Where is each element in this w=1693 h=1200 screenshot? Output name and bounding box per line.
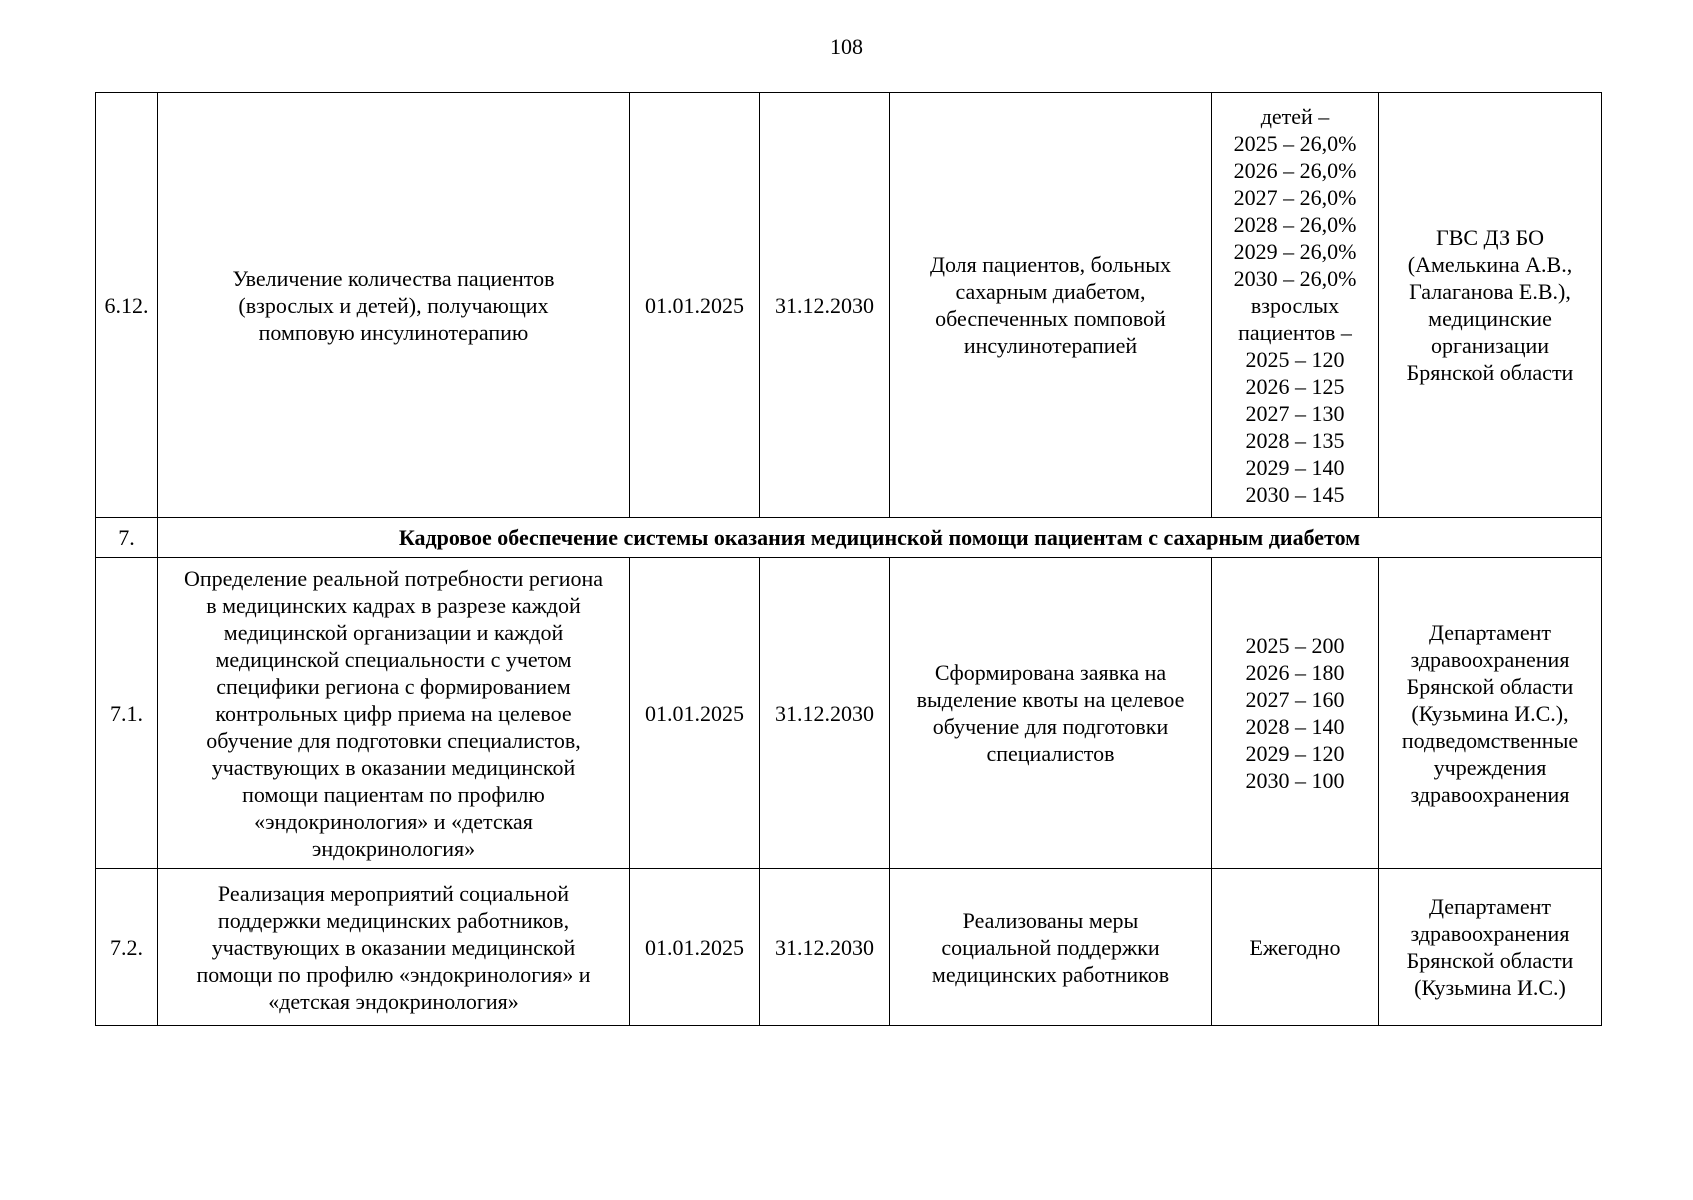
activity-cell: Определение реальной потребности региона в медицинских кадрах в разрезе каждой медицинской организации и каждой медицинской специальности с учетом специфики региона с формированием контрольных цифр приема на целевое обучение для подготовки специалистов, участвующих в оказании медицинской помощи пациентам по профилю «эндокринология» и «детская эндокринология»	[158, 558, 630, 869]
end-date-cell: 31.12.2030	[760, 558, 890, 869]
result-cell: Реализованы меры социальной поддержки медицинских работников	[890, 869, 1212, 1026]
action-plan-table	[95, 92, 1602, 1026]
result-cell: Сформирована заявка на выделение квоты на целевое обучение для подготовки специалистов	[890, 558, 1212, 869]
page-number: 108	[830, 34, 863, 59]
responsible-cell: Департамент здравоохранения Брянской области (Кузьмина И.С.)	[1379, 869, 1602, 1026]
table-row-7-2	[96, 869, 1602, 1026]
row-number: 7.1.	[96, 558, 158, 869]
section-title: Кадровое обеспечение системы оказания медицинской помощи пациентам с сахарным диабетом	[158, 518, 1602, 558]
indicator-cell: детей – 2025 – 26,0% 2026 – 26,0% 2027 – 26,0% 2028 – 26,0% 2029 – 26,0% 2030 – 26,0% взрослых пациентов – 2025 – 120 2026 – 125 2027 – 130 2028 – 135 2029 – 140 2030 – 145	[1212, 93, 1379, 518]
table-row-7-1	[96, 558, 1602, 869]
responsible-cell: ГВС ДЗ БО (Амелькина А.В., Галаганова Е.В.), медицинские организации Брянской области	[1379, 93, 1602, 518]
indicator-cell: 2025 – 200 2026 – 180 2027 – 160 2028 – 140 2029 – 120 2030 – 100	[1212, 558, 1379, 869]
end-date-cell: 31.12.2030	[760, 869, 890, 1026]
indicator-cell: Ежегодно	[1212, 869, 1379, 1026]
start-date-cell: 01.01.2025	[630, 558, 760, 869]
responsible-cell: Департамент здравоохранения Брянской области (Кузьмина И.С.), подведомственные учреждения здравоохранения	[1379, 558, 1602, 869]
row-number: 6.12.	[96, 93, 158, 518]
start-date-cell: 01.01.2025	[630, 869, 760, 1026]
end-date-cell: 31.12.2030	[760, 93, 890, 518]
activity-cell: Увеличение количества пациентов (взрослых и детей), получающих помповую инсулинотерапию	[158, 93, 630, 518]
start-date-cell: 01.01.2025	[630, 93, 760, 518]
section-number: 7.	[96, 518, 158, 558]
section-row-7	[96, 518, 1602, 558]
table-row-6-12	[96, 93, 1602, 518]
activity-cell: Реализация мероприятий социальной поддержки медицинских работников, участвующих в оказании медицинской помощи по профилю «эндокринология» и «детская эндокринология»	[158, 869, 630, 1026]
result-cell: Доля пациентов, больных сахарным диабетом, обеспеченных помповой инсулинотерапией	[890, 93, 1212, 518]
row-number: 7.2.	[96, 869, 158, 1026]
